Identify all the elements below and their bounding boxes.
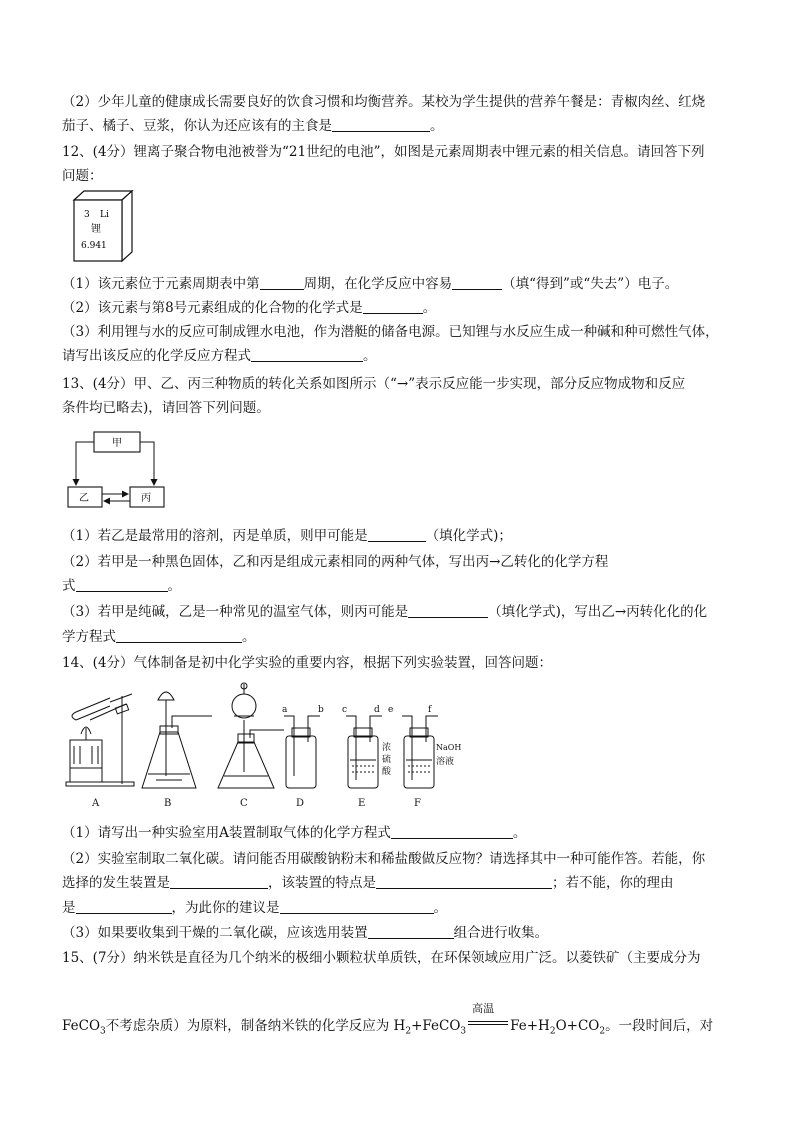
text: （填化学式)； — [425, 528, 512, 544]
equals-line-bottom — [468, 1024, 508, 1025]
transformation-diagram — [62, 428, 172, 512]
port-label-c: c — [342, 705, 348, 715]
apparatus-d — [284, 716, 320, 788]
subscript: 3 — [100, 1026, 106, 1037]
subscript: 2 — [549, 1026, 556, 1037]
arrow-jia-bing — [140, 442, 154, 485]
text: （1）请写出一种实验室用A装置制取气体的化学方程式 — [62, 825, 391, 841]
q12-stem-line1: 12、(4分）锂离子聚合物电池被誉为“21世纪的电池”，如图是元素周期表中锂元素的相关信息。请回答下列 — [62, 144, 705, 160]
text: （1）若乙是最常用的溶剂，丙是单质，则甲可能是 — [62, 528, 368, 544]
text: 。 — [422, 300, 437, 316]
text: 。一段时间后，对 — [605, 1018, 714, 1034]
tile-symbol: Li — [100, 210, 109, 220]
answer-blank[interactable] — [452, 275, 502, 290]
label-a: A — [92, 798, 100, 809]
text: 。 — [242, 629, 256, 645]
q15-stem-line2 — [62, 1002, 714, 1042]
apparatus-c — [218, 683, 284, 788]
apparatus-a — [66, 694, 134, 786]
answer-blank[interactable] — [363, 299, 423, 314]
q14-p1 — [62, 823, 526, 843]
q13-p2-line1: （2）若甲是一种黑色固体，乙和丙是组成元素相同的两种气体，写出丙→乙转化的化学方程 — [62, 554, 609, 570]
apparatus-f — [402, 716, 438, 788]
q14-p2-line1: （2）实验室制取二氧化碳。请问能否用碳酸钠粉末和稀盐酸做反应物？请选择其中一种可能作答。若能，你 — [62, 851, 706, 867]
port-label-d: d — [374, 705, 380, 715]
text: +FeCO — [411, 1018, 461, 1034]
answer-blank[interactable] — [368, 924, 454, 939]
equals-line-top — [468, 1021, 508, 1022]
tile-mass: 6.941 — [81, 241, 107, 251]
port-label-b: b — [318, 705, 324, 715]
answer-blank[interactable] — [251, 347, 363, 362]
condition-text: 高温 — [472, 1002, 495, 1015]
label-f: F — [414, 798, 421, 809]
f-reagent-1: NaOH — [436, 743, 462, 752]
port-label-a: a — [282, 705, 288, 715]
text: （3）如果要收集到干燥的二氧化碳，应该选用装置 — [62, 925, 368, 941]
lab-apparatus-figure — [62, 680, 462, 812]
text: 。 — [512, 825, 527, 841]
apparatus-b — [142, 692, 212, 788]
q11-part2-line1: （2）少年儿童的健康成长需要良好的饮食习惯和均衡营养。某校为学生提供的营养午餐是：青椒肉丝、红烧 — [62, 94, 706, 110]
text: 。 — [363, 348, 377, 364]
answer-blank[interactable] — [332, 117, 430, 132]
node-bing: 丙 — [141, 493, 151, 504]
tile-name: 锂 — [91, 224, 101, 235]
text: FeCO — [62, 1018, 101, 1034]
node-yi: 乙 — [79, 493, 89, 504]
answer-blank[interactable] — [408, 603, 488, 618]
text: （3）若甲是纯碱，乙是一种常见的温室气体，则丙可能是 — [62, 604, 409, 620]
text: 请写出该反应的化学反应方程式 — [62, 348, 251, 364]
q13-p3-line1 — [62, 602, 707, 622]
text: ，该装置的特点是 — [268, 875, 376, 891]
q13-p1 — [62, 526, 512, 546]
text: 周期，在化学反应中容易 — [303, 276, 453, 292]
answer-blank[interactable] — [116, 628, 242, 643]
q12-p3-line2 — [62, 346, 377, 366]
node-jia: 甲 — [112, 438, 122, 449]
answer-blank[interactable] — [368, 527, 426, 542]
q13-stem-line1: 13、(4分）甲、乙、丙三种物质的转化关系如图所示（“→”表示反应能一步实现，部分反应物成物和反应 — [62, 376, 686, 392]
text: （1）该元素位于元素周期表中第 — [62, 276, 260, 292]
q13-stem-line2: 条件均已略去)，请回答下列问题。 — [62, 400, 270, 416]
arrow-jia-yi — [76, 442, 94, 485]
label-e: E — [358, 798, 366, 809]
port-label-e: e — [388, 705, 394, 715]
q14-p2-line3 — [62, 898, 447, 918]
e-reagent-2: 硫 — [382, 755, 392, 765]
text: O+CO — [555, 1018, 600, 1034]
label-c: C — [240, 798, 248, 809]
text: Fe+H — [510, 1018, 550, 1034]
e-reagent-1: 浓 — [382, 743, 392, 753]
answer-blank[interactable] — [76, 577, 168, 592]
q13-p2-line2 — [62, 576, 181, 596]
text: ；若不能，你的理由 — [552, 875, 674, 891]
tile-number: 3 — [84, 210, 90, 220]
answer-blank[interactable] — [170, 874, 268, 889]
text: 组合进行收集。 — [453, 925, 549, 941]
text: 。 — [430, 118, 444, 134]
answer-blank[interactable] — [280, 899, 434, 914]
q11-part2-line2 — [62, 116, 444, 136]
label-b: B — [164, 798, 172, 809]
text: 选择的发生装置是 — [62, 875, 170, 891]
text: 。 — [433, 900, 447, 916]
subscript: 2 — [405, 1026, 412, 1037]
f-reagent-2: 溶液 — [436, 757, 455, 767]
answer-blank[interactable] — [260, 275, 304, 290]
text: （填“得到”或“失去”）电子。 — [502, 276, 679, 292]
q14-stem: 14、(4分）气体制备是初中化学实验的重要内容，根据下列实验装置，回答问题： — [62, 655, 553, 671]
reaction-condition-arrow — [466, 1002, 510, 1031]
lithium-element-tile — [62, 190, 152, 270]
q12-p2 — [62, 298, 436, 318]
text: 式 — [62, 578, 76, 594]
answer-blank[interactable] — [376, 874, 552, 889]
answer-blank[interactable] — [391, 824, 513, 839]
q13-p3-line2 — [62, 627, 256, 647]
text: 是 — [62, 900, 76, 916]
answer-blank[interactable] — [76, 899, 172, 914]
subscript: 3 — [460, 1026, 467, 1037]
text: （填化学式)，写出乙→丙转化化的化 — [488, 604, 708, 620]
text: ，为此你的建议是 — [171, 900, 280, 916]
text: 茄子、橘子、豆浆，你认为还应该有的主食是 — [62, 118, 332, 134]
e-reagent-3: 酸 — [382, 767, 392, 777]
q12-p1 — [62, 274, 678, 294]
text: 。 — [167, 578, 181, 594]
q12-stem-line2: 问题： — [62, 168, 103, 184]
q14-p3 — [62, 923, 548, 943]
text: 学方程式 — [62, 629, 116, 645]
apparatus-e — [346, 716, 382, 788]
text: （2）该元素与第8号元素组成的化合物的化学式是 — [62, 300, 363, 316]
label-d: D — [296, 798, 305, 809]
port-label-f: f — [428, 705, 432, 715]
q15-stem-line1: 15、(7分）纳米铁是直径为几个纳米的极细小颗粒状单质铁，在环保领域应用广泛。以菱铁矿（主要成分为 — [62, 950, 701, 966]
text: 不考虑杂质）为原料，制备纳米铁的化学反应为 H — [105, 1018, 406, 1034]
q12-p3-line1: （3）利用锂与水的反应可制成锂水电池，作为潜艇的储备电源。已知锂与水反应生成一种碱和种可燃性气体， — [62, 324, 719, 340]
subscript: 2 — [599, 1026, 606, 1037]
q14-p2-line2 — [62, 873, 674, 893]
